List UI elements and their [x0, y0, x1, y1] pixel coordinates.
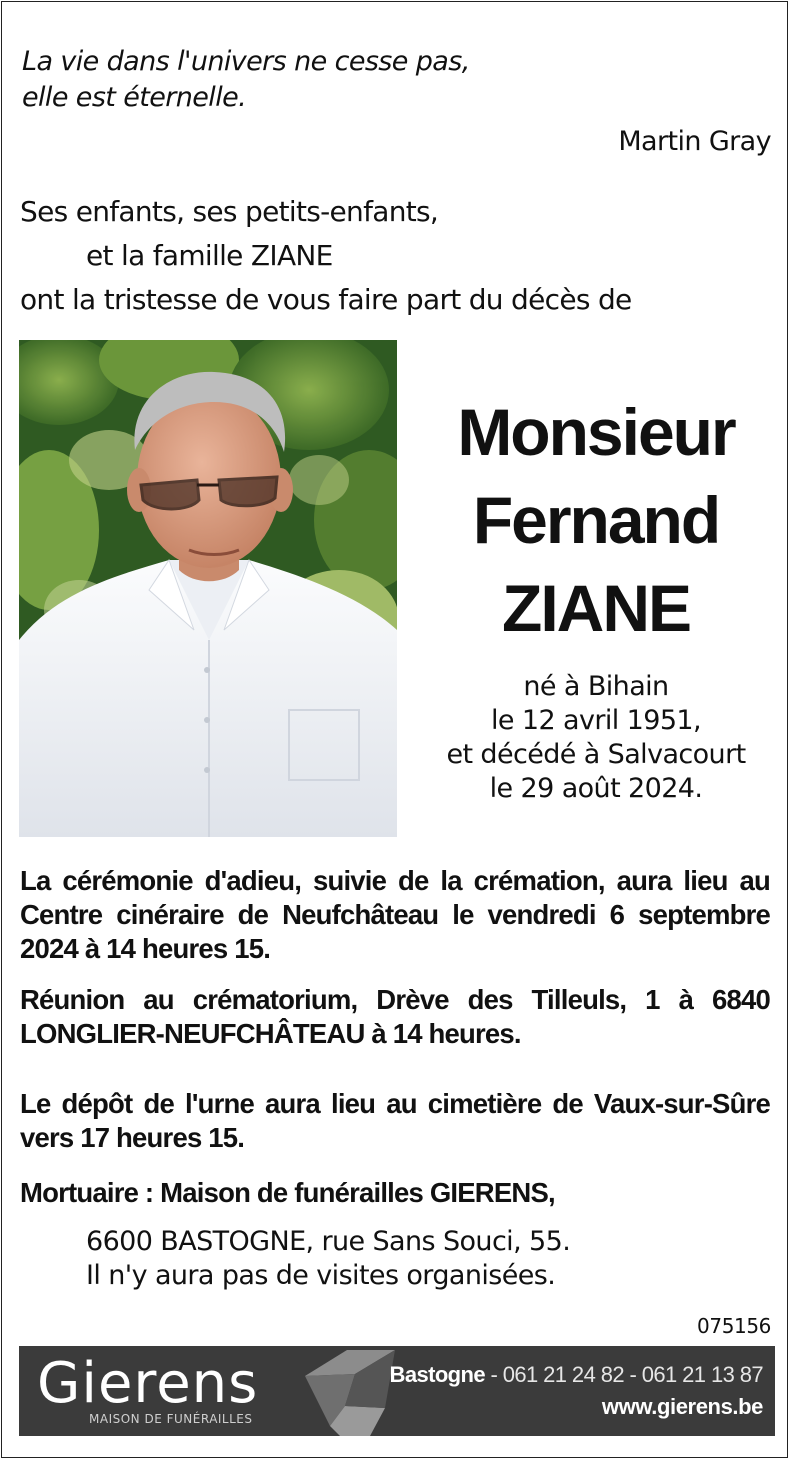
portrait-photo — [19, 340, 397, 837]
reference-number: 075156 — [697, 1314, 771, 1338]
brand-logo-text: Gierens — [37, 1351, 259, 1416]
birth-death-dates — [406, 670, 786, 806]
birth-place: né à Bihain — [523, 671, 669, 702]
deceased-name — [406, 388, 786, 652]
mortuary-address — [86, 1225, 570, 1293]
epigraph-quote — [22, 44, 470, 116]
birth-date: le 12 avril 1951, — [491, 705, 701, 736]
brand-mark-icon — [285, 1346, 405, 1436]
meeting-text: Réunion au crématorium, Drève des Tilleuls, 1 à 6840 LONGLIER-NEUFCHÂTEAU à 14 heures. — [20, 984, 770, 1049]
intro-line-2: et la famille ZIANE — [86, 239, 333, 272]
name-first: Fernand — [472, 483, 720, 557]
mortuary-address-line: 6600 BASTOGNE, rue Sans Souci, 55. — [86, 1226, 571, 1257]
death-date: le 29 août 2024. — [489, 773, 703, 804]
phone-numbers: - 061 21 24 82 - 061 21 13 87 — [484, 1362, 763, 1387]
visits-note: Il n'y aura pas de visites organisées. — [86, 1260, 556, 1291]
mortuary-title: Mortuaire : Maison de funérailles GIERENS, — [20, 1177, 555, 1208]
family-announcement — [20, 190, 632, 322]
quote-line-1: La vie dans l'univers ne cesse pas, — [22, 46, 470, 77]
brand-tagline: MAISON DE FUNÉRAILLES — [89, 1412, 253, 1426]
funeral-home-banner — [19, 1346, 775, 1436]
death-place: et décédé à Salvacourt — [446, 739, 746, 770]
name-title: Monsieur — [457, 395, 735, 469]
contact-phones — [390, 1360, 763, 1390]
intro-line-1: Ses enfants, ses petits-enfants, — [20, 195, 439, 228]
contact-city: Bastogne — [389, 1362, 485, 1387]
ceremony-text: La cérémonie d'adieu, suivie de la crémation, aura lieu au Centre cinéraire de Neufchâteau le vendredi 6 septembre 2024 à 14 heures 15. — [20, 865, 770, 964]
quote-line-2: elle est éternelle. — [22, 82, 247, 113]
urn-text: Le dépôt de l'urne aura lieu au cimetière de Vaux-sur-Sûre vers 17 heures 15. — [20, 1088, 770, 1153]
intro-line-3: ont la tristesse de vous faire part du décès de — [20, 283, 632, 316]
website-link[interactable]: www.gierens.be — [601, 1394, 763, 1419]
name-last: ZIANE — [502, 571, 690, 645]
quote-author: Martin Gray — [618, 126, 771, 157]
